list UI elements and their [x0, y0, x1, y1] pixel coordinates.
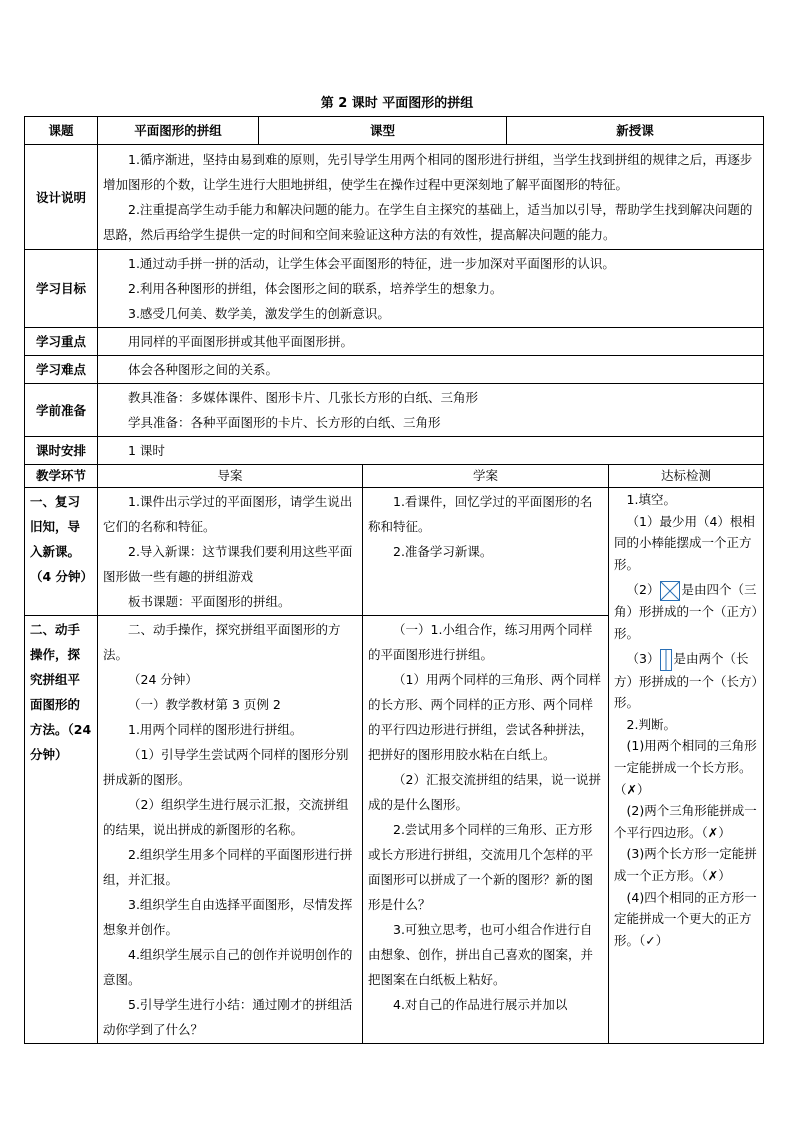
- stage2-guide-item: （24 分钟）: [128, 672, 198, 687]
- stage1-guide: [98, 488, 363, 616]
- stage2-study: [363, 616, 609, 1044]
- stage2-guide-item: （一）教学教材第 3 页例 2: [128, 697, 281, 712]
- page-title: 第 2 课时 平面图形的拼组: [320, 96, 474, 111]
- stage1-study-item: 2.准备学习新课。: [393, 544, 493, 559]
- schedule-row: [25, 437, 764, 465]
- schedule-label: 课时安排: [25, 437, 98, 465]
- check-q2-item: (1)用两个相同的三角形一定能拼成一个长方形。（✗）: [614, 738, 757, 797]
- check-q1-a: （1）最少用（4）根相同的小棒能摆成一个正方形。: [614, 513, 755, 572]
- stage2-guide-item: 2.组织学生用多个同样的平面图形进行拼组，并汇报。: [103, 847, 353, 887]
- stage1-guide-item: 板书课题：平面图形的拼组。: [128, 594, 291, 609]
- check-q1-c: [614, 648, 758, 714]
- check-cell: [609, 488, 764, 1044]
- key-text: 用同样的平面图形拼或其他平面图形拼。: [128, 334, 354, 349]
- stage2-name: 二、动手操作，探究拼组平面图形的方法。（24 分钟）: [25, 616, 98, 1044]
- schedule-text: 1 课时: [128, 443, 165, 458]
- check-q1-c-post: 是由两个（长方）形拼成的一个（长方）形。: [614, 651, 758, 711]
- stage1-guide-item: 2.导入新课：这节课我们要利用这些平面图形做一些有趣的拼组游戏: [103, 544, 353, 584]
- stage2-guide-item: 4.组织学生展示自己的创作并说明创作的意图。: [103, 947, 353, 987]
- check-q1-b-post: 是由四个（三角）形拼成的一个（正方）形。: [614, 582, 758, 641]
- key-row: [25, 328, 764, 356]
- prep-label: 学前准备: [25, 384, 98, 437]
- prep-item: 学具准备：各种平面图形的卡片、长方形的白纸、三角形: [128, 415, 441, 430]
- square-with-diagonals-icon: [660, 581, 680, 601]
- prep-item: 教具准备：多媒体课件、图形卡片、几张长方形的白纸、三角形: [128, 390, 479, 405]
- stage2-study-item: 4.对自己的作品进行展示并加以: [393, 997, 568, 1012]
- design-item: 1.循序渐进，坚持由易到难的原则，先引导学生用两个相同的图形进行拼组，当学生找到拼组的规律之后，再逐步增加图形的个数，让学生进行大胆地拼组，使学生在操作过程中更深刻地了解平面图形的特征。: [103, 152, 753, 192]
- goal-item: 3.感受几何美、数学美，激发学生的创新意识。: [128, 306, 390, 321]
- stage2-study-item: （2）汇报交流拼组的结果，说一说拼成的是什么图形。: [368, 772, 601, 812]
- col-guide-header: 导案: [98, 465, 363, 488]
- stage2-study-item: （一）1.小组合作，练习用两个同样的平面图形进行拼组。: [368, 622, 593, 662]
- key-content: [98, 328, 764, 356]
- difficult-text: 体会各种图形之间的关系。: [128, 362, 279, 377]
- stage1-study-item: 1.看课件，回忆学过的平面图形的名称和特征。: [368, 494, 593, 534]
- design-row: [25, 145, 764, 250]
- stage2-guide-item: 二、动手操作，探究拼组平面图形的方法。: [103, 622, 341, 662]
- prep-content: [98, 384, 764, 437]
- design-item: 2.注重提高学生动手能力和解决问题的能力。在学生自主探究的基础上，适当加以引导，帮助学生找到解决问题的思路，然后再给学生提供一定的时间和空间来验证这种方法的有效性，提高解决问题的能力。: [103, 202, 753, 242]
- key-label: 学习重点: [25, 328, 98, 356]
- stage1-guide-item: 1.课件出示学过的平面图形，请学生说出它们的名称和特征。: [103, 494, 353, 534]
- stage1-row: [25, 488, 764, 616]
- stage2-guide-item: （2）组织学生进行展示汇报，交流拼组的结果，说出拼成的新图形的名称。: [103, 797, 349, 837]
- goals-row: [25, 250, 764, 328]
- topic-value: 平面图形的拼组: [98, 117, 259, 145]
- stage2-study-item: 3.可独立思考，也可小组合作进行自由想象、创作，拼出自己喜欢的图案，并把图案在白纸板上粘好。: [368, 922, 594, 987]
- prep-row: [25, 384, 764, 437]
- difficult-label: 学习难点: [25, 356, 98, 384]
- lesson-plan-table: [24, 116, 764, 1044]
- stage2-guide-item: （1）引导学生尝试两个同样的图形分别拼成新的图形。: [103, 747, 349, 787]
- topic-row: [25, 117, 764, 145]
- col-study-header: 学案: [363, 465, 609, 488]
- rectangle-split-icon: [660, 649, 672, 671]
- stage2-guide-item: 5.引导学生进行小结：通过刚才的拼组活动你学到了什么？: [103, 997, 353, 1037]
- columns-header-row: [25, 465, 764, 488]
- topic-label: 课题: [25, 117, 98, 145]
- check-q1-c-pre: （3）: [626, 651, 660, 667]
- stage2-study-item: 2.尝试用多个同样的三角形、正方形或长方形进行拼组，交流用几个怎样的平面图形可以拼成了一个新的图形？新的图形是什么？: [368, 822, 594, 912]
- stage2-guide-item: 1.用两个同样的图形进行拼组。: [128, 722, 303, 737]
- design-content: [98, 145, 764, 250]
- goals-content: [98, 250, 764, 328]
- stage2-study-item: （1）用两个同样的三角形、两个同样的长方形、两个同样的正方形、两个同样的平行四边形进行拼组，尝试各种拼法，把拼好的图形用胶水粘在白纸上。: [368, 672, 601, 762]
- type-label: 课型: [259, 117, 507, 145]
- check-q2-item: (4)四个相同的正方形一定能拼成一个更大的正方形。（✓）: [614, 889, 757, 948]
- check-q2-item: (3)两个长方形一定能拼成一个正方形。（✗）: [614, 846, 757, 883]
- goal-item: 1.通过动手拼一拼的活动，让学生体会平面图形的特征，进一步加深对平面图形的认识。: [128, 256, 615, 271]
- stage2-guide: [98, 616, 363, 1044]
- col-check-header: 达标检测: [609, 465, 764, 488]
- design-label: 设计说明: [25, 145, 98, 250]
- type-value: 新授课: [507, 117, 764, 145]
- difficult-content: [98, 356, 764, 384]
- goal-item: 2.利用各种图形的拼组，体会图形之间的联系，培养学生的想象力。: [128, 281, 503, 296]
- check-q2-item: (2)两个三角形能拼成一个平行四边形。（✗）: [614, 803, 757, 840]
- col-stage-header: 教学环节: [25, 465, 98, 488]
- stage1-name: 一、复习旧知，导入新课。（4 分钟）: [25, 488, 98, 616]
- check-q1-b: [614, 579, 758, 644]
- check-q1-b-pre: （2）: [626, 582, 660, 598]
- stage2-guide-item: 3.组织学生自由选择平面图形，尽情发挥想象并创作。: [103, 897, 353, 937]
- difficult-row: [25, 356, 764, 384]
- goals-label: 学习目标: [25, 250, 98, 328]
- check-q2-title: 2.判断。: [626, 716, 676, 732]
- schedule-content: [98, 437, 764, 465]
- check-q1-title: 1.填空。: [626, 492, 676, 507]
- stage1-study: [363, 488, 609, 616]
